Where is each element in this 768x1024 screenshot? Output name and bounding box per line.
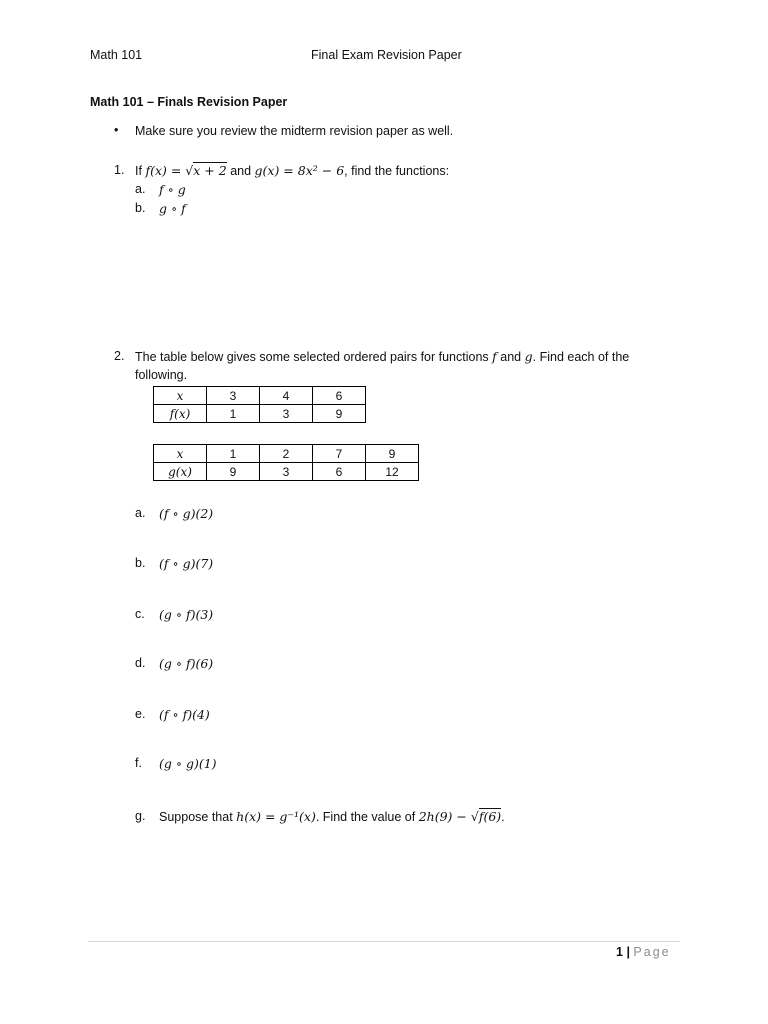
bullet-text: Make sure you review the midterm revision paper as well. — [135, 124, 454, 138]
table-cell: 7 — [313, 445, 366, 463]
q2-text-b: . Find each of the — [532, 350, 630, 364]
page-separator: | — [626, 945, 630, 959]
table-row — [154, 405, 366, 423]
table-cell: 3 — [207, 387, 260, 405]
table-cell: 3 — [260, 463, 313, 481]
q1-statement — [135, 163, 449, 178]
q2-part-b-label: b. — [135, 556, 146, 570]
document-title: Math 101 – Finals Revision Paper — [90, 95, 288, 109]
q2-g-symbol: g — [524, 349, 533, 364]
q2-part-a-label: a. — [135, 506, 146, 520]
table-cell: 2 — [260, 445, 313, 463]
q2-part-c-expr: (g ∘ f)(3) — [159, 607, 214, 622]
q2-g-text3: . — [501, 810, 505, 824]
table-cell: f(x) — [154, 405, 207, 423]
q1-prefix: If — [135, 164, 142, 178]
footer-divider — [88, 941, 680, 942]
page-number: 1 — [616, 945, 623, 959]
q2-part-e-expr: (f ∘ f)(4) — [159, 707, 210, 722]
table-cell: x — [154, 387, 207, 405]
table-cell: 3 — [260, 405, 313, 423]
table-cell: 4 — [260, 387, 313, 405]
q2-g-math2 — [419, 808, 501, 824]
q2-part-d-expr: (g ∘ f)(6) — [159, 656, 214, 671]
q2-part-f-expr: (g ∘ g)(1) — [159, 756, 217, 771]
table-cell: 9 — [313, 405, 366, 423]
q2-number: 2. — [114, 349, 125, 363]
table-cell: 9 — [207, 463, 260, 481]
q2-statement-line2: following. — [135, 368, 188, 382]
q2-part-g-statement — [159, 809, 505, 824]
q2-part-e-label: e. — [135, 707, 146, 721]
table-g — [153, 444, 419, 481]
q2-text-a: The table below gives some selected ordered pairs for functions — [135, 350, 489, 364]
table-cell: 12 — [366, 463, 419, 481]
q2-part-c-label: c. — [135, 607, 145, 621]
table-cell: 6 — [313, 387, 366, 405]
q1-part-b-expr: g ∘ f — [159, 201, 186, 216]
bullet-icon: • — [114, 123, 119, 137]
q1-suffix: , find the functions: — [344, 164, 450, 178]
q2-g-math1: h(x) = g⁻¹(x) — [236, 809, 316, 824]
q2-g-text2: . Find the value of — [315, 810, 416, 824]
table-cell: 6 — [313, 463, 366, 481]
table-row — [154, 463, 419, 481]
q1-g-def: g(x) = 8x² − 6 — [254, 163, 345, 178]
q2-g-math2-radicand: f(6) — [478, 809, 502, 824]
table-cell: g(x) — [154, 463, 207, 481]
q2-part-b-expr: (f ∘ g)(7) — [159, 556, 214, 571]
q2-statement-line1 — [135, 349, 629, 364]
page-word: Page — [633, 945, 671, 959]
table-f — [153, 386, 366, 423]
q2-g-math2-lhs: 2h(9) − √ — [418, 809, 479, 824]
q1-f-def — [145, 162, 226, 178]
q1-part-b-label: b. — [135, 201, 146, 215]
q2-and: and — [500, 350, 522, 364]
q1-f-lhs: f(x) = √ — [145, 163, 194, 178]
table-row — [154, 387, 366, 405]
q2-part-a-expr: (f ∘ g)(2) — [159, 506, 214, 521]
table-cell: x — [154, 445, 207, 463]
table-cell: 9 — [366, 445, 419, 463]
table-cell: 1 — [207, 405, 260, 423]
header-left: Math 101 — [90, 48, 143, 62]
q1-part-a-label: a. — [135, 182, 146, 196]
q2-f-symbol: f — [492, 349, 497, 364]
table-row — [154, 445, 419, 463]
footer-page — [616, 945, 671, 959]
q2-part-f-label: f. — [135, 756, 142, 770]
q1-part-a-expr: f ∘ g — [159, 182, 186, 197]
q1-and: and — [230, 164, 252, 178]
q1-number: 1. — [114, 163, 125, 177]
table-cell: 1 — [207, 445, 260, 463]
q2-part-g-label: g. — [135, 809, 146, 823]
q2-g-text1: Suppose that — [159, 810, 233, 824]
header-center: Final Exam Revision Paper — [311, 48, 462, 62]
q2-part-d-label: d. — [135, 656, 146, 670]
q1-f-radicand: x + 2 — [193, 163, 227, 178]
